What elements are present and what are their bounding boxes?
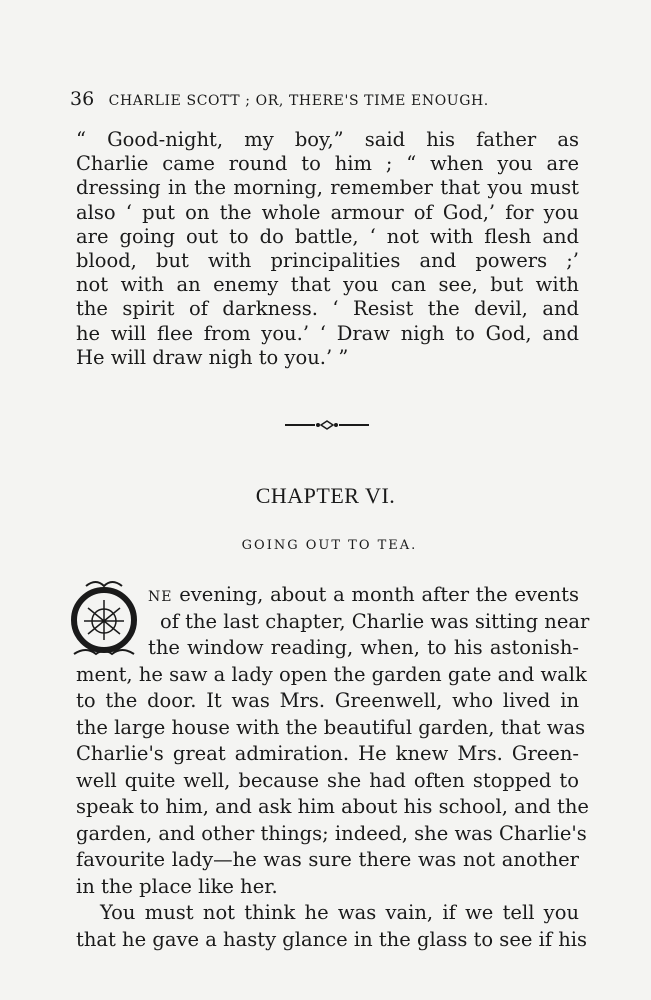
text-line: He will draw nigh to you.’ ” bbox=[76, 345, 349, 369]
ornament-divider-icon bbox=[285, 418, 369, 432]
chapter-subtitle: GOING OUT TO TEA. bbox=[241, 538, 418, 553]
text-line: also ‘ put on the whole armour of God,’ for you bbox=[76, 200, 579, 224]
text-line: in the place like her. bbox=[76, 874, 278, 898]
text-line: ment, he saw a lady open the garden gate and walk bbox=[76, 662, 587, 686]
ornamental-drop-cap-icon bbox=[66, 578, 142, 660]
text-line: “ Good-night, my boy,” said his father as bbox=[76, 128, 579, 151]
text-line: the window reading, when, to his astonish- bbox=[148, 636, 579, 659]
text-line bbox=[148, 583, 579, 609]
text-line: he will flee from you.’ ‘ Draw nigh to God, and bbox=[76, 321, 579, 345]
running-header bbox=[70, 88, 582, 110]
text-line: are going out to do battle, ‘ not with flesh and bbox=[76, 224, 579, 248]
text-line: blood, but with principalities and powers ;’ bbox=[76, 249, 579, 272]
text-line: favourite lady—he was sure there was not another bbox=[76, 848, 579, 871]
text-line: to the door. It was Mrs. Greenwell, who lived in bbox=[76, 689, 579, 712]
text-span: evening, about a month after the events bbox=[172, 583, 579, 606]
running-title: CHARLIE SCOTT ; OR, THERE'S TIME ENOUGH. bbox=[108, 93, 489, 109]
page-number: 36 bbox=[70, 88, 95, 110]
text-line: not with an enemy that you can see, but with bbox=[76, 273, 579, 297]
text-line: the spirit of darkness. ‘ Resist the devil, and bbox=[76, 297, 579, 321]
text-line: speak to him, and ask him about his school, and the bbox=[76, 795, 589, 818]
text-line: the large house with the beautiful garden, that was bbox=[76, 715, 586, 739]
text-line: of the last chapter, Charlie was sitting near bbox=[160, 609, 590, 633]
chapter-title: CHAPTER VI. bbox=[255, 483, 396, 508]
text-line: well quite well, because she had often stopped to bbox=[76, 768, 579, 792]
text-line: dressing in the morning, remember that you must bbox=[76, 176, 579, 200]
text-line: You must not think he was vain, if we tell you bbox=[100, 901, 579, 924]
text-line: that he gave a hasty glance in the glass to see if his bbox=[76, 927, 588, 951]
text-line: Charlie's great admiration. He knew Mrs. Green- bbox=[76, 742, 579, 765]
text-line: garden, and other things; indeed, she was Charlie's bbox=[76, 821, 587, 845]
small-caps-opening: NE bbox=[148, 589, 173, 605]
text-line: Charlie came round to him ; “ when you are bbox=[76, 152, 579, 176]
